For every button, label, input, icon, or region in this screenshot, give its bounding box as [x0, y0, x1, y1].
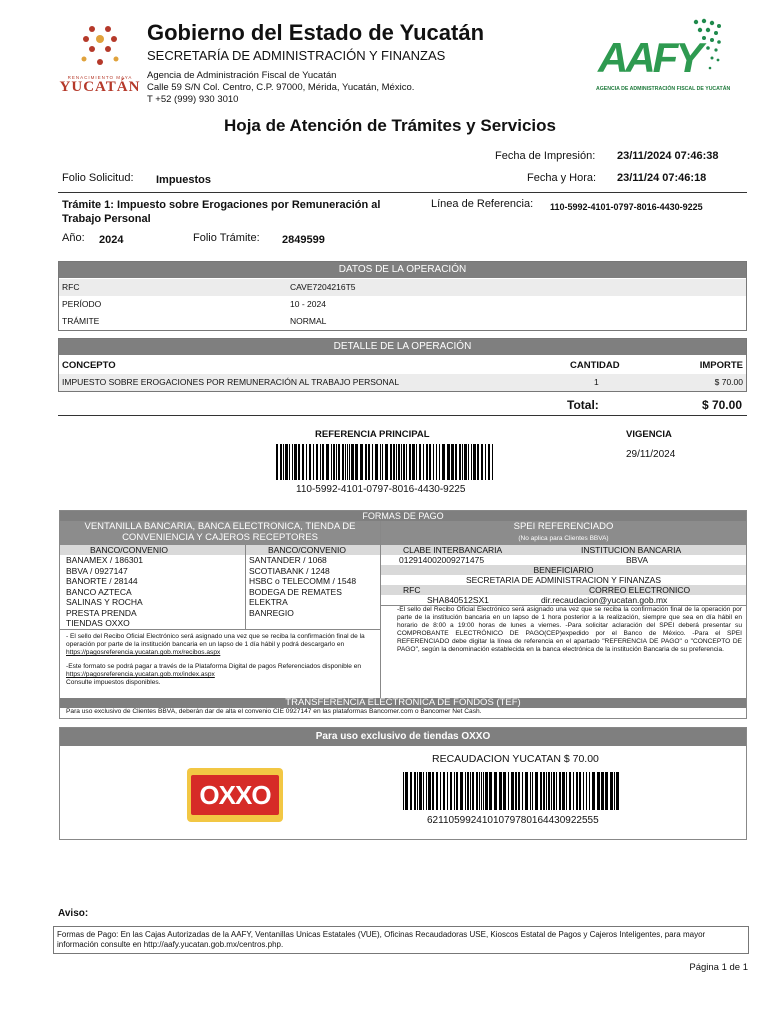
nota-derecha: -El sello del Recibo Oficial Electrónico será asignado una vez que se reciba la confirmación final de la operación por parte de la institución bancaria en un lapso de 1 hora posterior a la realización, siempre que sea en día hábil en horario de 8:00 a 19:00 horas de lunes a viernes. -Para solicitar aclaración del SPEI deberá presentar su COMPROBANTE ELECTRÓNICO DE PAGO(CEP)expedido por el Banco de México. -Para el SPEI REFERENCIADO debe digitar la línea de referencia en el apartado "REFERENCIA DE PAGO" o "CONCEPTO DE PAGO", según la denominación establecida en la banca electrónica de la institución Bancaria de su preferencia. — [397, 606, 742, 653]
barcode-bar — [396, 444, 397, 480]
barcode-bar — [347, 444, 348, 480]
barcode-bar — [473, 444, 476, 480]
bank-right: ELEKTRA — [249, 597, 288, 607]
row-value: 10 - 2024 — [290, 299, 326, 309]
bank-row — [60, 618, 380, 628]
barcode-bar — [440, 772, 441, 810]
spei-title: SPEI REFERENCIADO — [381, 521, 746, 533]
bank-left: TIENDAS OXXO — [66, 618, 130, 628]
bank-row — [60, 597, 380, 607]
barcode-bar — [535, 772, 538, 810]
barcode-bar — [589, 772, 590, 810]
barcode-bar — [333, 444, 335, 480]
yucatan-tagline: RENACIMIENTO MAYA — [67, 75, 133, 80]
detalle-operacion-table — [58, 338, 747, 392]
col-importe: IMPORTE — [699, 360, 743, 371]
barcode-bar — [294, 444, 297, 480]
barcode-bar — [450, 772, 452, 810]
barcode-bar — [443, 772, 445, 810]
barcode-bar — [429, 444, 431, 480]
formas-pago-title: FORMAS DE PAGO — [60, 511, 746, 521]
bancos-header-row — [60, 545, 380, 555]
bank-right: SCOTIABANK / 1248 — [249, 565, 330, 576]
barcode-bar — [414, 772, 416, 810]
barcode-bar — [515, 772, 517, 810]
row-label: TRÁMITE — [62, 316, 100, 326]
barcode-bar — [483, 772, 484, 810]
rfc-value: SHA840512SX1 — [427, 595, 489, 605]
barcode-bar — [412, 444, 415, 480]
barcode-bar — [460, 772, 463, 810]
aafy-logo — [596, 18, 731, 96]
barcode-bar — [423, 444, 424, 480]
row-label: RFC — [62, 282, 80, 292]
tef-title: TRANSFERENCIA ELECTRÓNICA DE FONDOS (TEF) — [60, 698, 746, 708]
linea-referencia-value: 110-5992-4101-0797-8016-4430-9225 — [550, 202, 703, 212]
barcode-bar — [355, 444, 358, 480]
barcode-bar — [551, 772, 552, 810]
folio-solicitud-label: Folio Solicitud: — [62, 172, 134, 184]
barcode-bar — [320, 444, 321, 480]
barcode-bar — [331, 444, 332, 480]
aafy-logo-text: AAFY — [598, 34, 701, 81]
beneficiario-value: SECRETARIA DE ADMINISTRACION Y FINANZAS — [465, 575, 662, 585]
aviso-title: Aviso: — [58, 908, 89, 919]
folio-tramite-label: Folio Trámite: — [193, 232, 260, 244]
rfc-correo-header-row — [381, 585, 746, 595]
barcode-bar — [451, 444, 454, 480]
datos-operacion-table — [58, 261, 747, 331]
barcode-bar — [398, 444, 400, 480]
barcode-bar — [426, 444, 428, 480]
barcode-bar — [467, 772, 469, 810]
bank-right: BANREGIO — [249, 607, 294, 618]
tef-text: Para uso exclusivo de Clientes BBVA, deberán dar de alta el convenio CIE 0927147 en las plataformas Bancomer.com o Bancomer Net Cash. — [66, 708, 482, 715]
row-value: NORMAL — [290, 316, 327, 326]
barcode-bar — [559, 772, 561, 810]
bank-row — [60, 587, 380, 597]
col-cantidad: CANTIDAD — [570, 360, 620, 371]
spei-row — [381, 555, 746, 565]
barcode-bar — [326, 444, 329, 480]
barcode-bar — [462, 444, 463, 480]
oxxo-barcode-number: 6211059924101079780164430922555 — [427, 815, 599, 826]
anio-value: 2024 — [99, 234, 124, 246]
referencia-numero: 110-5992-4101-0797-8016-4430-9225 — [296, 484, 466, 495]
bank-left: BANCO AZTECA — [66, 586, 132, 597]
table-header-row — [59, 357, 746, 374]
table-row — [59, 296, 746, 313]
recibos-link[interactable]: https://pagosreferencia.yucatan.gob.mx/recibos.aspx — [66, 649, 221, 656]
importe-cell: $ 70.00 — [714, 377, 743, 387]
yucatan-logo — [58, 22, 142, 95]
index-link[interactable]: https://pagosreferencia.yucatan.gob.mx/index.aspx — [66, 671, 215, 678]
nota-izquierda — [66, 633, 376, 687]
barcode-bar — [556, 772, 557, 810]
col-banco2: BANCO/CONVENIO — [268, 545, 346, 555]
col-banco1: BANCO/CONVENIO — [90, 545, 168, 555]
anio-label: Año: — [62, 232, 85, 244]
barcode-bar — [597, 772, 600, 810]
vigencia-label: VIGENCIA — [626, 429, 672, 440]
barcode-bar — [417, 772, 418, 810]
barcode-bar — [436, 772, 438, 810]
barcode-bar — [616, 772, 619, 810]
row-label: PERÍODO — [62, 299, 102, 309]
barcode-bar — [492, 444, 493, 480]
barcode-bar — [390, 444, 392, 480]
bank-left: BANORTE / 28144 — [66, 576, 138, 586]
barcode-bar — [375, 444, 378, 480]
linea-referencia-label: Línea de Referencia: — [431, 198, 534, 210]
correo-label: CORREO ELECTRONICO — [589, 585, 691, 595]
barcode-bar — [476, 772, 478, 810]
table-row — [59, 374, 746, 391]
barcode-bar — [525, 772, 528, 810]
barcode-bar — [428, 772, 431, 810]
bank-left: SALINAS Y ROCHA — [66, 597, 143, 607]
datos-operacion-title: DATOS DE LA OPERACIÓN — [59, 262, 746, 278]
barcode-bar — [393, 444, 395, 480]
barcode-bar — [494, 772, 497, 810]
barcode-bar — [360, 444, 363, 480]
barcode-bar — [477, 444, 479, 480]
barcode-bar — [530, 772, 531, 810]
fecha-impresion-label: Fecha de Impresión: — [495, 150, 596, 162]
aviso-text: Formas de Pago: En las Cajas Autorizadas de la AAFY, Ventanillas Unicas Estatales (VUE), Oficinas Recaudadoras USE, Kioscos Estatal de Pagos y Cajeros Inteligentes, para mayor información consulte en http://aafy.yucatan.gob.mx/centros.php. — [53, 926, 749, 954]
oxxo-barcode — [403, 772, 621, 810]
concepto-cell: IMPUESTO SOBRE EROGACIONES POR REMUNERACIÓN AL TRABAJO PERSONAL — [62, 377, 400, 387]
bank-left: BBVA / 0927147 — [66, 565, 128, 576]
nota-left-2: -Este formato se podrá pagar a través de la Plataforma Digital de pagos Referenciados disponible en — [66, 663, 362, 670]
fecha-hora-value: 23/11/24 07:46:18 — [617, 172, 707, 184]
barcode-bar — [447, 772, 448, 810]
barcode-bar — [511, 772, 514, 810]
table-row — [59, 279, 746, 296]
barcode-bar — [401, 444, 402, 480]
barcode-bar — [405, 772, 408, 810]
detalle-operacion-title: DETALLE DE LA OPERACIÓN — [59, 339, 746, 355]
clabe-value: 012914002009271475 — [399, 555, 485, 565]
barcode-bar — [546, 772, 547, 810]
barcode-bar — [488, 444, 490, 480]
ventanilla-title: VENTANILLA BANCARIA, BANCA ELECTRONICA, TIENDA DE CONVENIENCIA Y CAJEROS RECEPTORES — [60, 521, 380, 545]
barcode-bar — [614, 772, 615, 810]
barcode-bar — [459, 444, 461, 480]
bank-row — [60, 555, 380, 565]
barcode-bar — [540, 772, 542, 810]
bancos-list — [60, 555, 380, 629]
barcode-bar — [586, 772, 587, 810]
bank-row — [60, 566, 380, 576]
barcode-bar — [280, 444, 282, 480]
total-value: $ 70.00 — [701, 398, 742, 412]
barcode-bar — [464, 444, 467, 480]
barcode-bar — [470, 772, 471, 810]
barcode-bar — [403, 444, 405, 480]
barcode-bar — [426, 772, 427, 810]
barcode-bar — [419, 444, 421, 480]
barcode-bar — [454, 772, 455, 810]
barcode-bar — [419, 772, 422, 810]
beneficiario-label: BENEFICIARIO — [381, 565, 746, 575]
barcode-bar — [489, 772, 492, 810]
barcode-bar — [432, 772, 434, 810]
folio-tramite-value: 2849599 — [282, 234, 325, 246]
bank-left: PRESTA PRENDA — [66, 607, 137, 618]
barcode-bar — [605, 772, 608, 810]
oxxo-title: Para uso exclusivo de tiendas OXXO — [60, 728, 746, 746]
barcode-bar — [468, 444, 469, 480]
oxxo-box — [59, 727, 747, 840]
barcode-bar — [365, 444, 367, 480]
barcode-bar — [576, 772, 578, 810]
aafy-logo-caption: AGENCIA DE ADMINISTRACIÓN FISCAL DE YUCATÁN — [596, 86, 731, 92]
barcode-bar — [579, 772, 581, 810]
nota-left-1: - El sello del Recibo Oficial Electrónico será asignado una vez que se reciba la confirmación final de la operación por parte de la institución bancaria en un lapso de 1 día hábil y podrá descargarlo en — [66, 633, 365, 648]
barcode-bar — [410, 772, 412, 810]
tramite-label: Trámite 1: Impuesto sobre Erogaciones por Remuneración al Trabajo Personal — [62, 199, 381, 225]
barcode-bar — [382, 444, 383, 480]
barcode-bar — [610, 772, 613, 810]
barcode-bar — [532, 772, 533, 810]
bank-row — [60, 576, 380, 586]
government-title: Gobierno del Estado de Yucatán — [147, 20, 485, 45]
barcode-bar — [481, 444, 483, 480]
document-title: Hoja de Atención de Trámites y Servicios — [224, 116, 556, 135]
barcode-bar — [292, 444, 293, 480]
col-concepto: CONCEPTO — [62, 360, 116, 371]
bank-row — [60, 608, 380, 618]
nota-left-3: Consulte impuestos disponibles. — [66, 679, 161, 686]
bank-right: SANTANDER / 1068 — [249, 555, 327, 565]
fecha-impresion-value: 23/11/2024 07:46:38 — [617, 150, 719, 162]
barcode-bar — [322, 444, 324, 480]
barcode-bar — [433, 444, 434, 480]
barcode-bar — [465, 772, 466, 810]
barcode-bar — [338, 444, 340, 480]
barcode-bar — [289, 444, 290, 480]
barcode-bar — [342, 444, 344, 480]
barcode-bar — [479, 772, 480, 810]
barcode-bar — [503, 772, 506, 810]
total-label: Total: — [567, 398, 599, 412]
page-number: Página 1 de 1 — [689, 962, 748, 973]
barcode-bar — [485, 444, 486, 480]
barcode-bar — [436, 444, 437, 480]
oxxo-recaudacion: RECAUDACION YUCATAN $ 70.00 — [432, 753, 599, 765]
barcode-bar — [592, 772, 595, 810]
vigencia-value: 29/11/2024 — [626, 449, 676, 460]
secretaria-name: SECRETARÍA DE ADMINISTRACIÓN Y FINANZAS — [147, 48, 446, 63]
barcode-bar — [573, 772, 574, 810]
yucatan-emblem-icon — [58, 22, 142, 70]
barcode-bar — [406, 444, 407, 480]
cantidad-cell: 1 — [594, 377, 599, 387]
barcode-bar — [447, 444, 450, 480]
barcode-bar — [302, 444, 304, 480]
barcode-bar — [439, 444, 440, 480]
correo-value: dir.recaudacion@yucatan.gob.mx — [541, 595, 668, 605]
bank-right: BODEGA DE REMATES — [249, 586, 342, 597]
institucion-value: BBVA — [626, 555, 649, 565]
barcode-bar — [518, 772, 520, 810]
barcode-bar — [276, 444, 278, 480]
bank-left: BANAMEX / 186301 — [66, 555, 144, 565]
bank-right: HSBC o TELECOMM / 1548 — [249, 576, 357, 586]
formas-pago-box — [59, 510, 747, 719]
barcode-bar — [471, 444, 472, 480]
barcode-bar — [372, 444, 373, 480]
barcode-bar — [349, 444, 350, 480]
table-row — [59, 313, 746, 330]
barcode-bar — [385, 444, 388, 480]
barcode-bar — [416, 444, 417, 480]
barcode-bar — [499, 772, 502, 810]
folio-solicitud-value: Impuestos — [156, 174, 212, 186]
referencia-barcode — [276, 444, 495, 480]
barcode-bar — [566, 772, 567, 810]
total-divider — [58, 415, 747, 416]
barcode-bar — [298, 444, 300, 480]
barcode-bar — [351, 444, 354, 480]
clabe-label: CLABE INTERBANCARIA — [403, 545, 503, 555]
barcode-bar — [508, 772, 509, 810]
bancos-bottom-divider — [60, 629, 380, 630]
barcode-bar — [336, 444, 337, 480]
institucion-label: INSTITUCION BANCARIA — [581, 545, 682, 555]
meta-divider — [58, 192, 747, 193]
spei-header-row — [381, 545, 746, 555]
barcode-bar — [522, 772, 523, 810]
rfc-label: RFC — [403, 585, 421, 595]
barcode-bar — [543, 772, 545, 810]
barcode-bar — [455, 444, 457, 480]
barcode-bar — [309, 444, 311, 480]
barcode-bar — [442, 444, 445, 480]
barcode-bar — [562, 772, 565, 810]
agency-name: Agencia de Administración Fiscal de Yucatán — [147, 70, 337, 81]
barcode-bar — [409, 444, 411, 480]
barcode-bar — [456, 772, 458, 810]
referencia-principal-label: REFERENCIA PRINCIPAL — [315, 429, 430, 440]
fecha-hora-label: Fecha y Hora: — [527, 172, 597, 184]
barcode-bar — [485, 772, 488, 810]
barcode-bar — [283, 444, 284, 480]
barcode-bar — [583, 772, 584, 810]
barcode-bar — [403, 772, 404, 810]
barcode-bar — [423, 772, 424, 810]
barcode-bar — [569, 772, 571, 810]
barcode-bar — [345, 444, 346, 480]
barcode-bar — [306, 444, 307, 480]
row-value: CAVE7204216T5 — [290, 282, 356, 292]
barcode-bar — [316, 444, 318, 480]
barcode-bar — [313, 444, 314, 480]
oxxo-logo-text: OXXO — [199, 780, 271, 810]
rfc-correo-row — [381, 595, 746, 605]
barcode-bar — [548, 772, 550, 810]
barcode-bar — [472, 772, 474, 810]
barcode-bar — [553, 772, 555, 810]
agency-phone: T +52 (999) 930 3010 — [147, 94, 239, 105]
oxxo-logo — [187, 768, 283, 822]
bancos-column-divider — [245, 545, 246, 629]
spei-subtitle: (No aplica para Clientes BBVA) — [381, 533, 746, 545]
barcode-bar — [285, 444, 288, 480]
barcode-bar — [481, 772, 482, 810]
agency-address: Calle 59 S/N Col. Centro, C.P. 97000, Mérida, Yucatán, México. — [147, 82, 415, 93]
barcode-bar — [601, 772, 604, 810]
barcode-bar — [380, 444, 381, 480]
yucatan-logo-text: YUCATÁN — [59, 79, 141, 95]
barcode-bar — [368, 444, 370, 480]
